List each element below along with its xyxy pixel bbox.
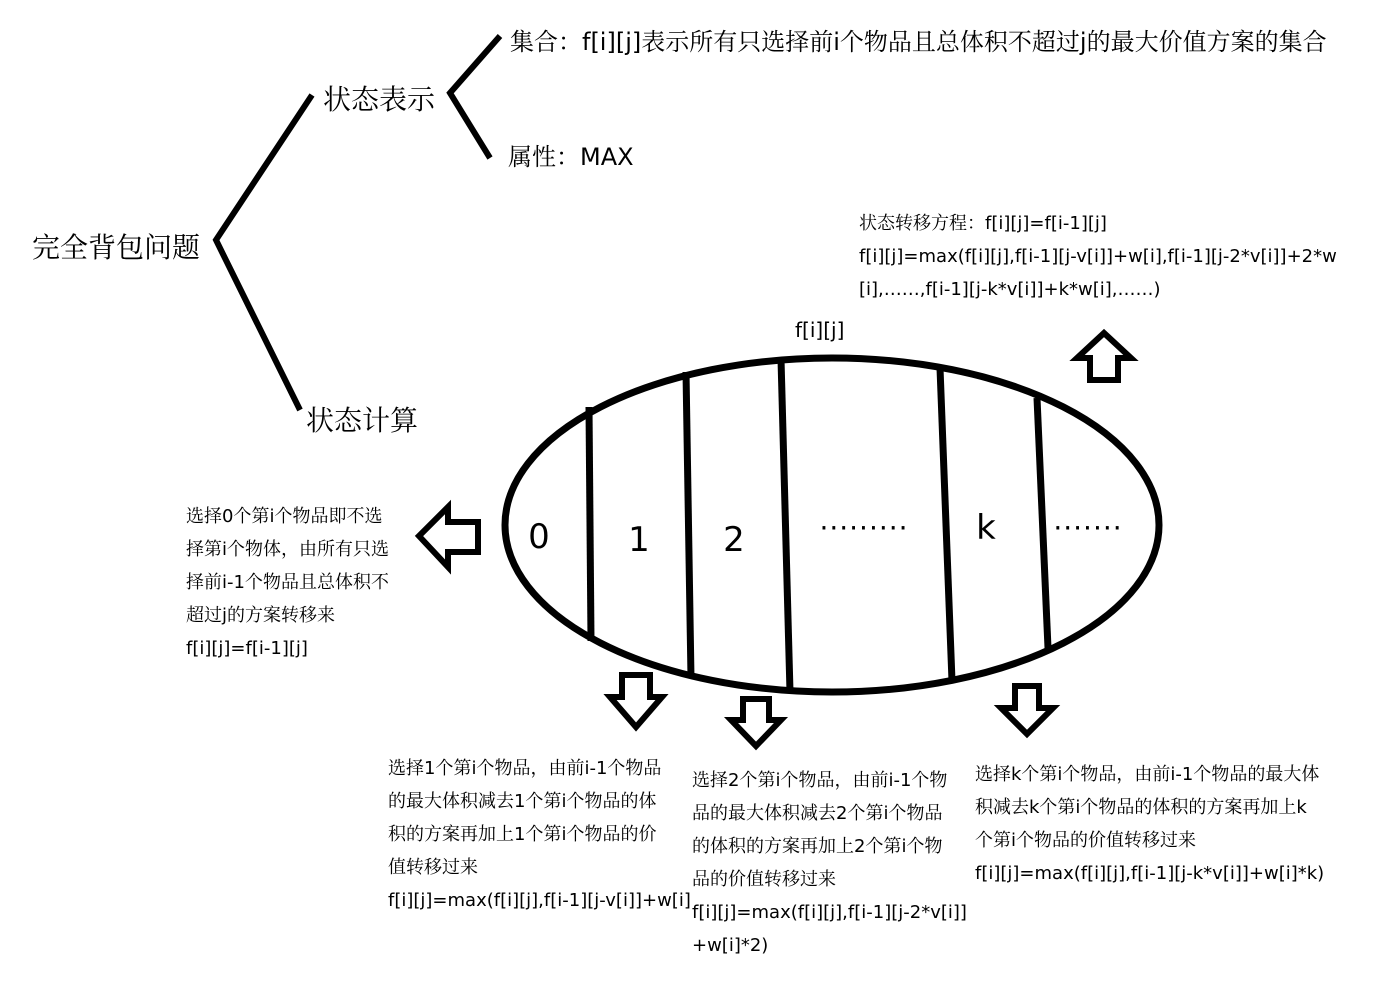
- cell-label-1: 1: [628, 520, 650, 560]
- note-line: 选择k个第i个物品，由前i-1个物品的最大体: [975, 764, 1320, 785]
- note-line: 的体积的方案再加上2个第i个物: [692, 836, 943, 857]
- tree-branch-root: [216, 95, 312, 410]
- down-arrow-icon: [1001, 686, 1053, 734]
- divider-line: [589, 407, 591, 641]
- divider-line: [1037, 398, 1048, 648]
- note-formula: +w[i]*2): [692, 935, 769, 956]
- note-line: 选择2个第i个物品，由前i-1个物: [692, 770, 948, 791]
- note-select-one: [388, 752, 691, 917]
- note-line: 选择0个第i个物品即不选: [186, 506, 383, 527]
- equation-line-3: [i],……,f[i-1][j-k*v[i]]+k*w[i],……): [859, 279, 1161, 300]
- up-arrow-icon: [1077, 333, 1131, 380]
- divider-line: [781, 359, 790, 692]
- root-label: 完全背包问题: [32, 231, 201, 264]
- note-select-k: [975, 758, 1375, 890]
- state-computation-label: 状态计算: [306, 404, 419, 437]
- note-select-two: [692, 764, 967, 962]
- note-line: 的最大体积减去1个第i个物品的体: [388, 791, 657, 812]
- note-formula: f[i][j]=f[i-1][j]: [186, 638, 308, 659]
- divider-line: [940, 368, 952, 681]
- down-arrow-icon: [610, 675, 662, 727]
- state-representation-label: 状态表示: [323, 83, 436, 116]
- down-arrow-icon: [731, 699, 781, 746]
- note-line: 择前i-1个物品且总体积不: [186, 572, 389, 593]
- attribute-label: 属性：MAX: [508, 143, 634, 171]
- note-line: 品的最大体积减去2个第i个物品: [692, 803, 943, 824]
- equation-line-1: 状态转移方程：f[i][j]=f[i-1][j]: [859, 213, 1107, 234]
- note-line: 超过j的方案转移来: [186, 605, 336, 626]
- note-formula: f[i][j]=max(f[i][j],f[i-1][j-2*v[i]]: [692, 902, 967, 923]
- set-definition-label: 集合：f[i][j]表示所有只选择前i个物品且总体积不超过j的最大价值方案的集合: [510, 28, 1327, 56]
- note-line: 择第i个物体，由所有只选: [186, 539, 389, 560]
- note-line: 品的价值转移过来: [692, 869, 836, 890]
- note-formula: f[i][j]=max(f[i][j],f[i-1][j-v[i]]+w[i]: [388, 890, 691, 911]
- note-line: 选择1个第i个物品，由前i-1个物品: [388, 758, 662, 779]
- equation-line-2: f[i][j]=max(f[i][j],f[i-1][j-v[i]]+w[i],f[i-1][j-2*v[i]]+2*w: [859, 246, 1337, 267]
- ellipse-title: f[i][j]: [795, 318, 845, 342]
- divider-line: [686, 372, 691, 678]
- note-line: 积的方案再加上1个第i个物品的价: [388, 824, 657, 845]
- left-arrow-icon: [419, 507, 478, 567]
- tree-branch-state: [450, 36, 500, 158]
- cell-label-k: k: [976, 508, 996, 548]
- note-line: 积减去k个第i个物品的体积的方案再加上k: [975, 797, 1307, 818]
- cell-label-ellipsis: ·········: [819, 511, 909, 545]
- cell-label-2: 2: [723, 520, 745, 560]
- note-formula: f[i][j]=max(f[i][j],f[i-1][j-k*v[i]]+w[i]*k): [975, 863, 1325, 884]
- note-select-zero: [186, 500, 416, 665]
- note-line: 个第i个物品的价值转移过来: [975, 830, 1196, 851]
- cell-label-0: 0: [528, 517, 550, 557]
- note-line: 值转移过来: [388, 857, 478, 878]
- cell-label-trailing-ellipsis: ·······: [1053, 511, 1123, 545]
